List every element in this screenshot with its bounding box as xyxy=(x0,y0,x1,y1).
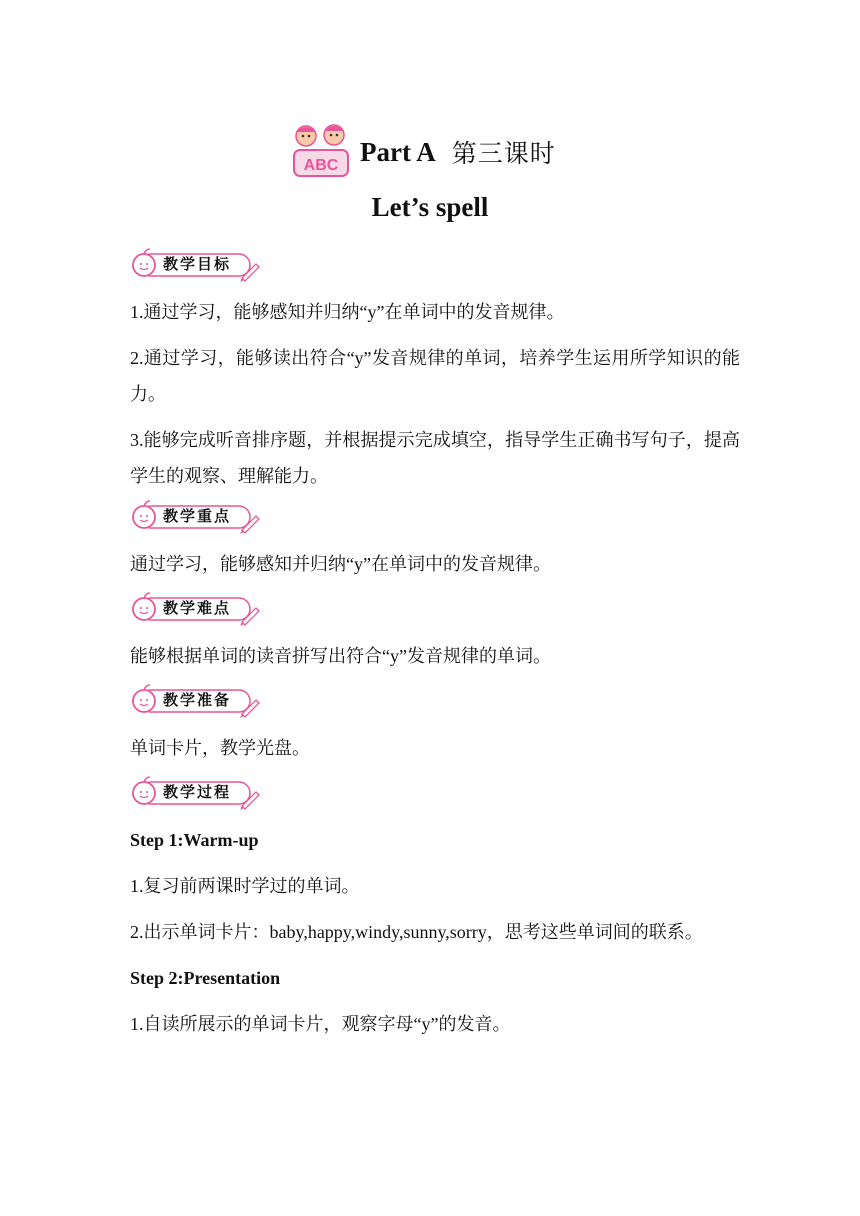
content xyxy=(130,248,740,1042)
logo-text: ABC xyxy=(303,157,339,174)
part-label: Part A xyxy=(360,136,436,167)
abc-kids-logo-icon xyxy=(288,122,354,182)
objective-item: 1.通过学习，能够感知并归纳“y”在单词中的发音规律。 xyxy=(130,302,565,322)
step-item: 1.自读所展示的单词卡片，观察字母“y”的发音。 xyxy=(130,1014,511,1034)
step-title: Step 2:Presentation xyxy=(130,968,281,988)
step-item: 1.复习前两课时学过的单词。 xyxy=(130,876,360,896)
badge-label: 教学准备 xyxy=(163,691,232,709)
section-badge-preparation xyxy=(130,684,740,718)
preparation-text: 单词卡片，教学光盘。 xyxy=(130,738,310,758)
badge-label: 教学重点 xyxy=(163,507,232,525)
badge-label: 教学过程 xyxy=(163,783,232,801)
objective-item: 3.能够完成听音排序题，并根据提示完成填空，指导学生正确书写句子，提高学生的观察、理解能力。 xyxy=(130,430,740,486)
step-title: Step 1:Warm-up xyxy=(130,830,259,850)
section-badge-key-points xyxy=(130,500,740,534)
objective-item: 2.通过学习，能够读出符合“y”发音规律的单词，培养学生运用所学知识的能力。 xyxy=(130,348,740,404)
key-points-text: 通过学习，能够感知并归纳“y”在单词中的发音规律。 xyxy=(130,554,551,574)
subtitle: Let’s spell xyxy=(371,192,489,222)
title-line xyxy=(288,122,556,182)
section-badge-difficulties xyxy=(130,592,740,626)
badge-label: 教学目标 xyxy=(163,255,232,273)
step-item: 2.出示单词卡片：baby,happy,windy,sunny,sorry，思考这些单词间的联系。 xyxy=(130,922,703,942)
difficulties-text: 能够根据单词的读音拼写出符合“y”发音规律的单词。 xyxy=(130,646,551,666)
badge-label: 教学难点 xyxy=(163,599,232,617)
section-badge-process xyxy=(130,776,740,810)
lesson-label: 第三课时 xyxy=(451,139,556,168)
section-badge-objectives xyxy=(130,248,740,282)
